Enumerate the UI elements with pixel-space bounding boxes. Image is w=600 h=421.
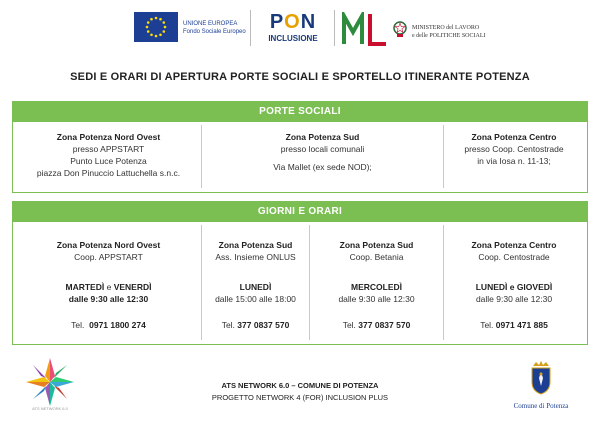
opening-hours: dalle 15:00 alle 18:00	[215, 294, 296, 304]
organization-name: Coop. APPSTART	[74, 252, 143, 262]
phone-number: 377 0837 570	[358, 320, 411, 330]
days-separator: e	[104, 282, 114, 292]
orari-cell-sud-betania	[310, 225, 444, 340]
logo-divider	[250, 10, 251, 46]
ministry-line2: e delle POLITICHE SOCIALI	[412, 33, 486, 39]
address-line: Via Mallet (ex sede NOD);	[273, 162, 372, 172]
phone-number: 0971 471 885	[495, 320, 548, 330]
zone-name: Zona Potenza Sud	[218, 240, 293, 250]
phone-label: Tel.	[221, 320, 235, 330]
pon-wordmark	[258, 10, 328, 34]
logo-header	[0, 8, 600, 52]
porta-cell-centro	[444, 125, 584, 188]
eu-line1: UNIONE EUROPEA	[183, 21, 238, 27]
address-line: piazza Don Pinuccio Lattuchella s.n.c.	[36, 168, 181, 178]
pon-subtitle: INCLUSIONE	[268, 34, 318, 43]
phone-label: Tel.	[71, 320, 85, 330]
zone-name: Zona Potenza Sud	[339, 240, 414, 250]
phone-number: 0971 1800 274	[89, 320, 146, 330]
logo-divider	[334, 10, 335, 46]
footer-line1: ATS NETWORK 6.0 – COMUNE DI POTENZA	[221, 381, 379, 390]
ministry-line1: MINISTERO del LAVORO	[412, 25, 480, 31]
pon-letter-o: O	[284, 11, 301, 33]
opening-hours: dalle 9:30 alle 12:30	[68, 294, 149, 304]
italy-emblem-icon	[392, 20, 408, 38]
phone-line	[202, 319, 309, 331]
pon-letter-p: P	[269, 11, 285, 33]
day-name: MARTEDÌ	[65, 282, 105, 292]
zone-name: Zona Potenza Centro	[471, 132, 557, 142]
zone-name: Zona Potenza Sud	[285, 132, 360, 142]
ministry-ml-logo-icon	[340, 12, 390, 46]
organization-name: Coop. Betania	[349, 252, 404, 262]
porte-sociali-table	[16, 125, 584, 188]
comune-caption: Comune di Potenza	[513, 402, 569, 410]
phone-line	[310, 319, 443, 331]
opening-days	[16, 281, 201, 293]
page-title: SEDI E ORARI DI APERTURA PORTE SOCIALI E SPORTELLO ITINERANTE POTENZA	[70, 71, 530, 83]
eu-line2: Fondo Sociale Europeo	[183, 29, 246, 35]
ministry-text	[412, 24, 486, 40]
eu-flag-icon	[134, 12, 178, 42]
footer-text	[0, 380, 600, 404]
giorni-orari-table	[16, 225, 584, 340]
organization-name: Ass. Insieme ONLUS	[215, 252, 296, 262]
phone-line	[16, 319, 201, 331]
porta-cell-sud	[202, 125, 444, 188]
giorni-orari-section	[12, 201, 588, 345]
eu-logo-text	[183, 20, 246, 36]
orari-cell-sud-insieme	[202, 225, 310, 340]
address-line: in via Iosa n. 11-13;	[477, 156, 551, 166]
orari-cell-nord-ovest	[16, 225, 202, 340]
porte-sociali-heading: PORTE SOCIALI	[13, 102, 587, 122]
zone-name: Zona Potenza Nord Ovest	[56, 132, 161, 142]
opening-days: MERCOLEDÌ	[351, 282, 402, 292]
ats-network-caption: ATS NETWORK 6.0	[32, 406, 68, 411]
pon-letter-n: N	[300, 11, 317, 33]
pon-inclusione-logo	[258, 10, 328, 50]
orari-cell-centro	[444, 225, 584, 340]
location-line: presso Coop. Centostrade	[464, 144, 564, 154]
potenza-crest-icon	[527, 360, 555, 396]
opening-days: LUNEDÌ	[239, 282, 272, 292]
opening-hours: dalle 9:30 alle 12:30	[338, 294, 415, 304]
porta-cell-nord-ovest	[16, 125, 202, 188]
phone-number: 377 0837 570	[237, 320, 290, 330]
footer-line2: PROGETTO NETWORK 4 (FOR) INCLUSION PLUS	[211, 393, 389, 402]
location-line: presso locali comunali	[280, 144, 365, 154]
zone-name: Zona Potenza Nord Ovest	[56, 240, 161, 250]
opening-hours: dalle 9:30 alle 12:30	[475, 294, 553, 304]
phone-label: Tel.	[342, 320, 356, 330]
location-line: presso APPSTART	[72, 144, 145, 154]
phone-label: Tel.	[480, 320, 494, 330]
organization-name: Coop. Centostrade	[478, 252, 550, 262]
phone-line	[444, 319, 584, 331]
opening-days: LUNEDÌ e GIOVEDÌ	[475, 282, 553, 292]
zone-name: Zona Potenza Centro	[471, 240, 557, 250]
location-line: Punto Luce Potenza	[70, 156, 147, 166]
day-name: VENERDÌ	[113, 282, 152, 292]
giorni-orari-heading: GIORNI E ORARI	[13, 202, 587, 222]
porte-sociali-section	[12, 101, 588, 193]
